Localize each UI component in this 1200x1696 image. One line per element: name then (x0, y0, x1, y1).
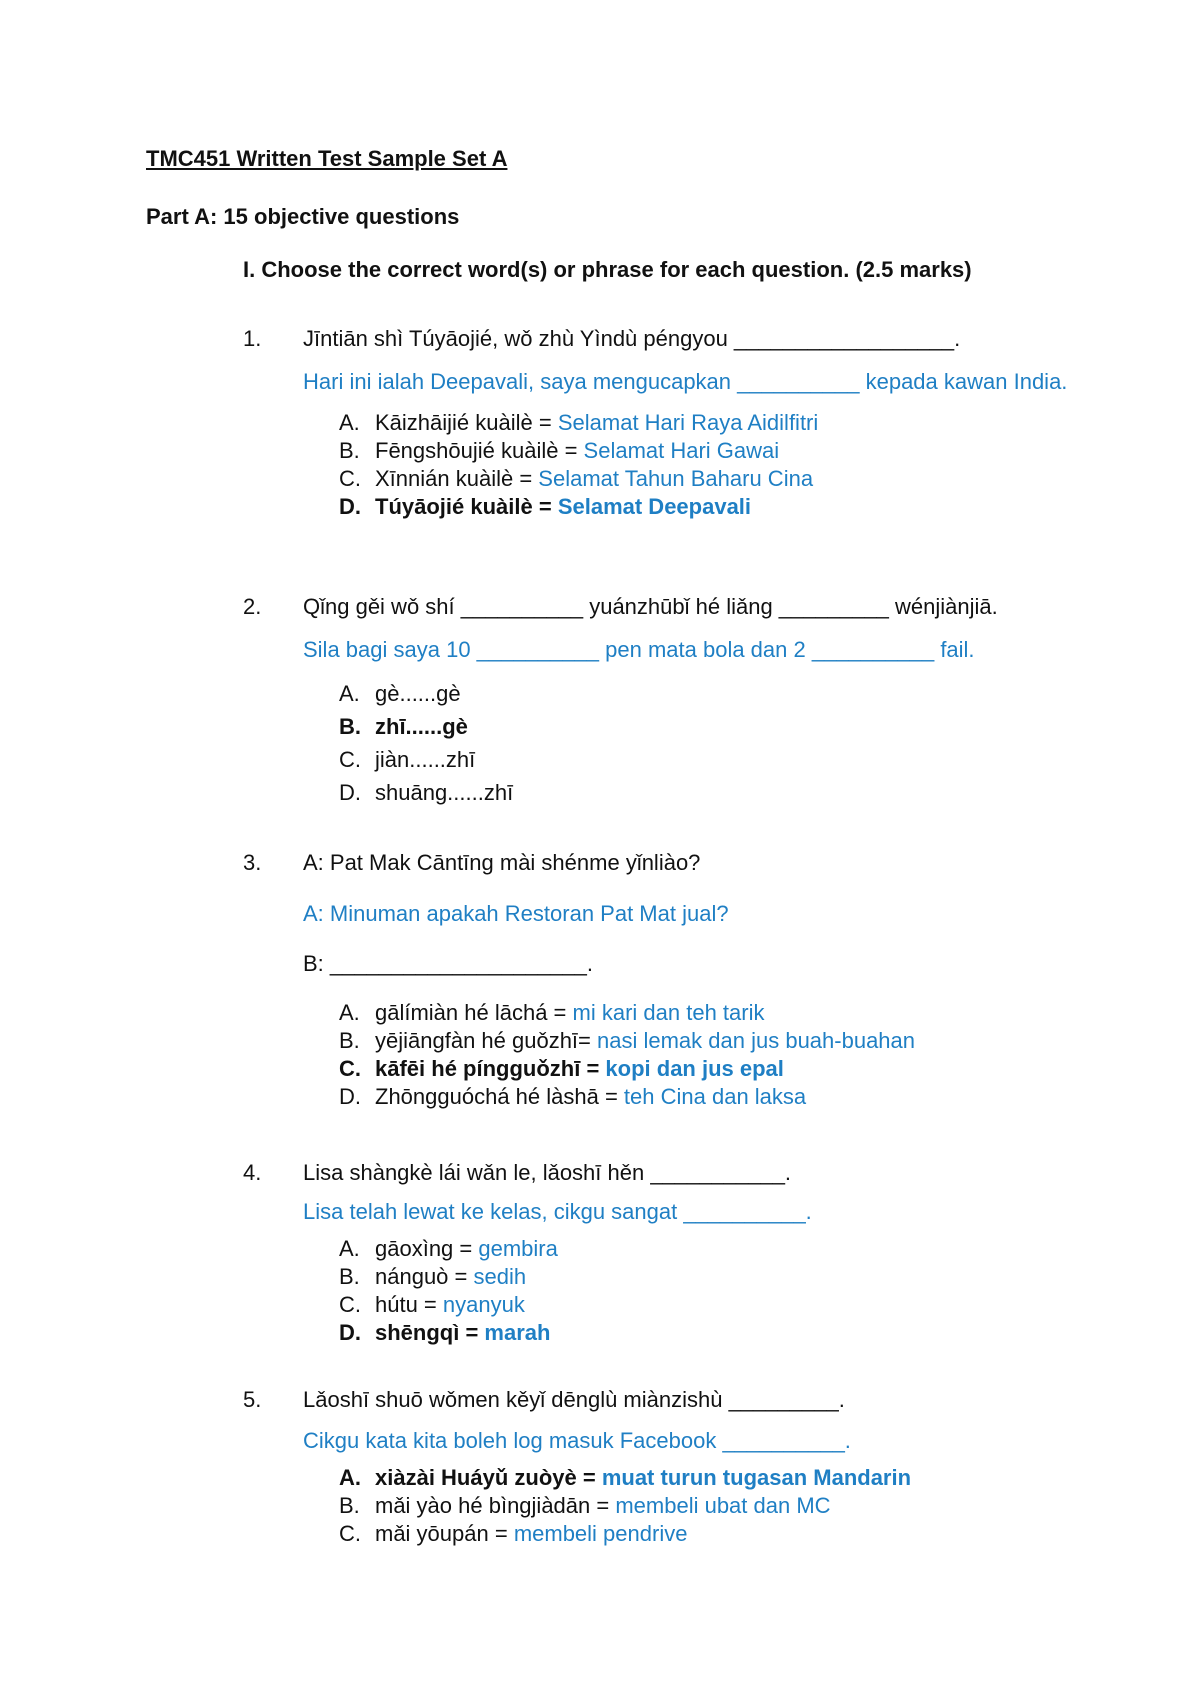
option-letter: D. (339, 1084, 361, 1109)
instruction-heading: I. Choose the correct word(s) or phrase for each question. (2.5 marks) (243, 257, 972, 282)
option-malay: membeli pendrive (513, 1521, 688, 1546)
option-letter: B. (339, 438, 360, 463)
answer-line: B: _____________________. (303, 951, 593, 976)
option-list (243, 999, 1103, 1111)
option-pinyin: nánguò = (375, 1264, 474, 1289)
option-list (243, 677, 1103, 809)
option-a (339, 1235, 1103, 1263)
question-translation: Cikgu kata kita boleh log masuk Facebook __________. (303, 1428, 851, 1453)
option-pinyin: kāfēi hé píngguǒzhī = (375, 1056, 606, 1081)
option-c (339, 465, 1103, 493)
question-number: 1. (243, 326, 262, 351)
question-pinyin: Lǎoshī shuō wǒmen kěyǐ dēnglù miànzishù _________. (303, 1387, 845, 1412)
option-d-correct (339, 1319, 1103, 1347)
option-pinyin: shēngqì = (375, 1320, 485, 1345)
option-malay: marah (484, 1320, 551, 1345)
question-text (243, 324, 1103, 354)
option-pinyin: xiàzài Huáyǔ zuòyè = (375, 1465, 602, 1490)
option-malay: membeli ubat dan MC (615, 1493, 831, 1518)
question-1 (243, 324, 1103, 521)
option-pinyin: mǎi yōupán = (375, 1521, 514, 1546)
option-b (339, 1263, 1103, 1291)
option-letter: B. (339, 1493, 360, 1518)
option-letter: C. (339, 1521, 361, 1546)
option-malay: Selamat Hari Gawai (583, 438, 780, 463)
option-pinyin: gè......gè (375, 681, 461, 706)
option-pinyin: zhī......gè (375, 714, 468, 739)
option-malay: Selamat Hari Raya Aidilfitri (557, 410, 819, 435)
option-pinyin: Kāizhāijié kuàilè = (375, 410, 558, 435)
option-list (243, 1235, 1103, 1347)
question-number: 5. (243, 1387, 262, 1412)
question-text (243, 1158, 1103, 1188)
question-pinyin: Jīntiān shì Túyāojié, wǒ zhù Yìndù péngyou __________________. (303, 326, 961, 351)
option-a-correct (339, 1464, 1103, 1492)
option-pinyin: shuāng......zhī (375, 780, 514, 805)
option-a (339, 677, 1103, 710)
option-letter: C. (339, 747, 361, 772)
option-letter: D. (339, 780, 361, 805)
question-translation: Hari ini ialah Deepavali, saya mengucapkan __________ kepada kawan India. (303, 369, 1068, 394)
option-malay: teh Cina dan laksa (623, 1084, 807, 1109)
option-malay: nyanyuk (442, 1292, 525, 1317)
question-text (243, 592, 1103, 622)
option-letter: A. (339, 1465, 361, 1490)
option-list (243, 409, 1103, 521)
option-b-correct (339, 710, 1103, 743)
question-text (243, 1385, 1103, 1415)
question-2 (243, 592, 1103, 809)
option-pinyin: gāoxìng = (375, 1236, 479, 1261)
document-title: TMC451 Written Test Sample Set A (146, 146, 508, 171)
option-malay: Selamat Tahun Baharu Cina (538, 466, 814, 491)
option-pinyin: Xīnnián kuàilè = (375, 466, 539, 491)
option-letter: A. (339, 681, 360, 706)
part-heading: Part A: 15 objective questions (146, 204, 460, 229)
option-c-correct (339, 1055, 1103, 1083)
option-pinyin: hútu = (375, 1292, 443, 1317)
question-translation: Sila bagi saya 10 __________ pen mata bola dan 2 __________ fail. (303, 637, 975, 662)
option-letter: A. (339, 1000, 360, 1025)
option-a (339, 999, 1103, 1027)
option-pinyin: jiàn......zhī (375, 747, 476, 772)
option-malay: kopi dan jus epal (605, 1056, 784, 1081)
option-letter: D. (339, 494, 361, 519)
question-number: 3. (243, 850, 262, 875)
option-pinyin: Túyāojié kuàilè = (375, 494, 558, 519)
option-d (339, 1083, 1103, 1111)
option-malay: Selamat Deepavali (557, 494, 752, 519)
option-letter: D. (339, 1320, 361, 1345)
option-letter: B. (339, 1028, 360, 1053)
question-pinyin: A: Pat Mak Cāntīng mài shénme yǐnliào? (303, 850, 701, 875)
option-malay: sedih (473, 1264, 527, 1289)
option-b (339, 437, 1103, 465)
option-c (339, 743, 1103, 776)
option-pinyin: gālímiàn hé lāchá = (375, 1000, 573, 1025)
option-b (339, 1492, 1103, 1520)
option-pinyin: yējiāngfàn hé guǒzhī= (375, 1028, 598, 1053)
option-malay: nasi lemak dan jus buah-buahan (597, 1028, 916, 1053)
option-pinyin: mǎi yào hé bìngjiàdān = (375, 1493, 616, 1518)
question-translation: A: Minuman apakah Restoran Pat Mat jual? (303, 901, 729, 926)
question-number: 2. (243, 594, 262, 619)
option-letter: C. (339, 1056, 361, 1081)
question-translation: Lisa telah lewat ke kelas, cikgu sangat __________. (303, 1199, 812, 1224)
question-pinyin: Lisa shàngkè lái wǎn le, lǎoshī hěn ___________. (303, 1160, 792, 1185)
question-number: 4. (243, 1160, 262, 1185)
option-letter: C. (339, 466, 361, 491)
option-a (339, 409, 1103, 437)
option-c (339, 1291, 1103, 1319)
option-malay: muat turun tugasan Mandarin (601, 1465, 912, 1490)
option-letter: A. (339, 1236, 360, 1261)
question-text (243, 848, 1103, 878)
option-pinyin: Zhōngguóchá hé làshā = (375, 1084, 624, 1109)
option-c (339, 1520, 1103, 1548)
option-malay: gembira (478, 1236, 558, 1261)
option-letter: C. (339, 1292, 361, 1317)
question-pinyin: Qǐng gěi wǒ shí __________ yuánzhūbǐ hé liǎng _________ wénjiànjiā. (303, 594, 998, 619)
option-letter: B. (339, 714, 361, 739)
option-pinyin: Fēngshōujié kuàilè = (375, 438, 584, 463)
question-5 (243, 1385, 1103, 1548)
option-d-correct (339, 493, 1103, 521)
option-letter: B. (339, 1264, 360, 1289)
question-3 (243, 848, 1103, 1111)
option-d (339, 776, 1103, 809)
option-malay: mi kari dan teh tarik (572, 1000, 765, 1025)
option-list (243, 1464, 1103, 1548)
option-letter: A. (339, 410, 360, 435)
option-b (339, 1027, 1103, 1055)
question-4 (243, 1158, 1103, 1347)
